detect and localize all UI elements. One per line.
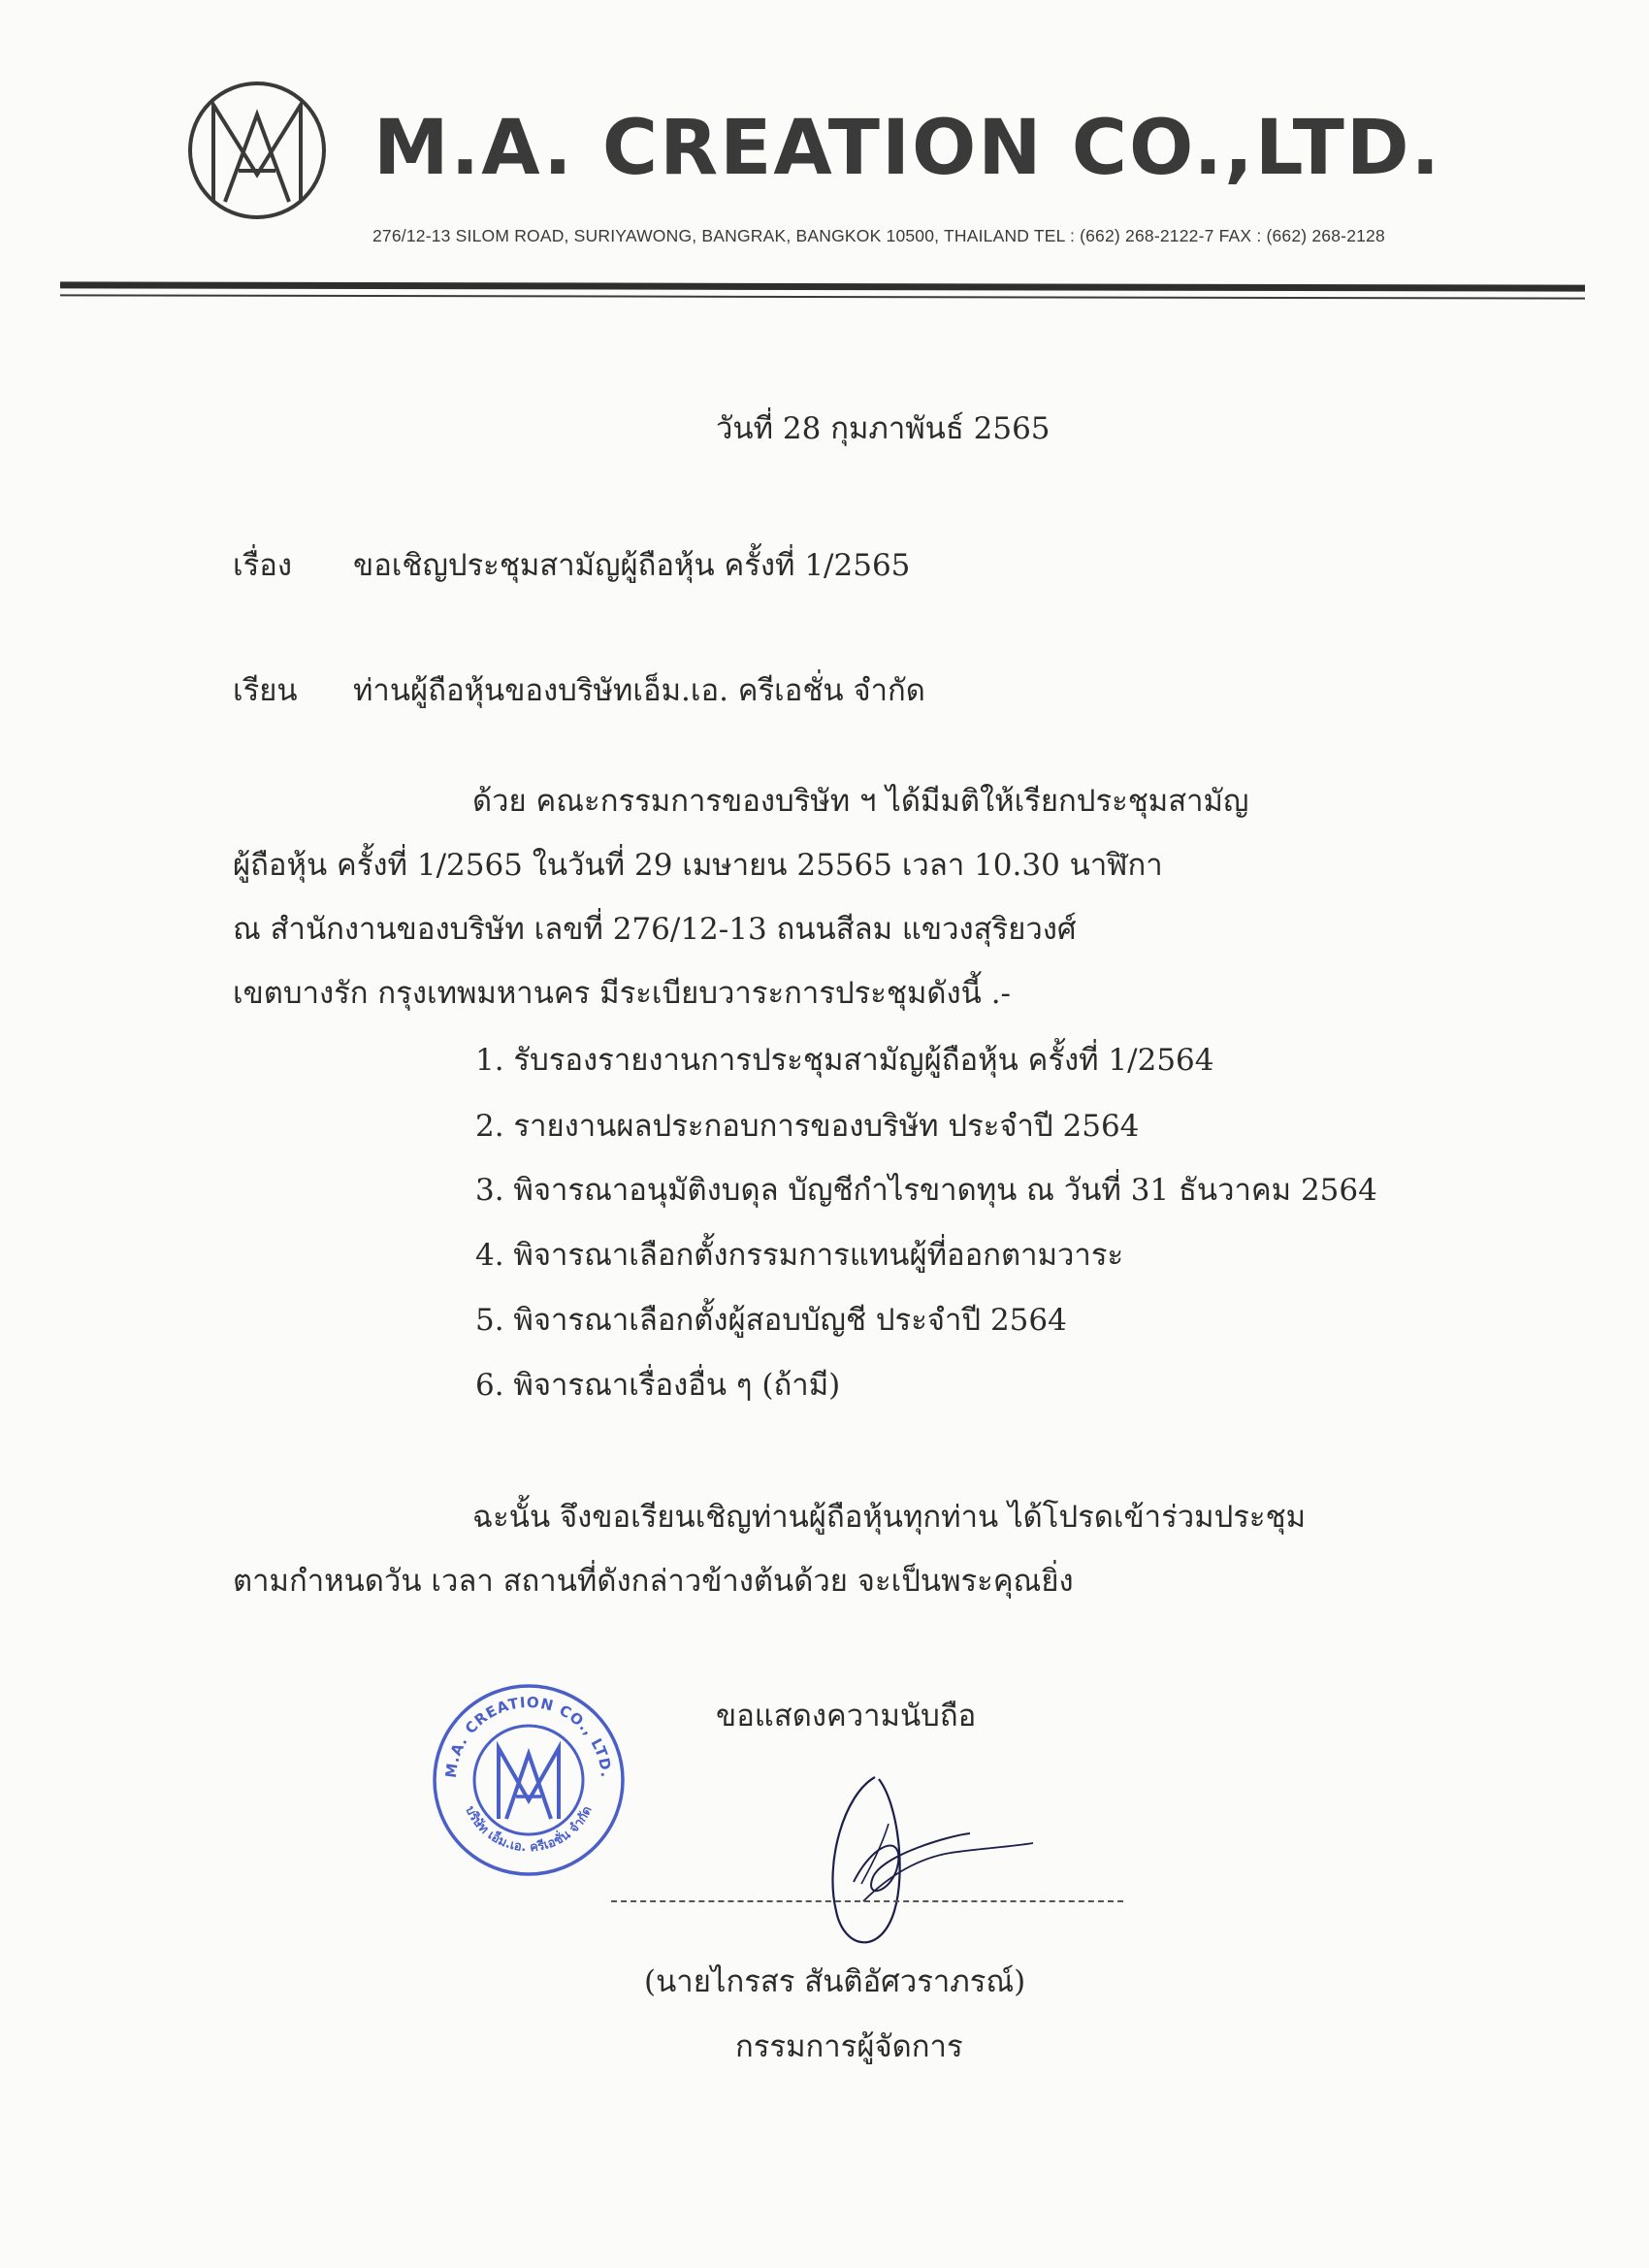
signatory-title: กรรมการผู้จัดการ — [735, 2029, 963, 2064]
agenda-item: 3. พิจารณาอนุมัติงบดุล บัญชีกำไรขาดทุน ณ วันที่ 31 ธันวาคม 2564 — [475, 1173, 1377, 1208]
stamp-bottom-text: บริษัท เอ็ม.เอ. ครีเอชั่น จำกัด — [462, 1803, 596, 1856]
agenda-item: 4. พิจารณาเลือกตั้งกรรมการแทนผู้ที่ออกตามวาระ — [475, 1238, 1124, 1273]
company-stamp — [427, 1678, 630, 1882]
recipient-label: เรียน — [233, 673, 298, 708]
body-line: ด้วย คณะกรรมการของบริษัท ฯ ได้มีมติให้เรียกประชุมสามัญ — [472, 784, 1249, 819]
agenda-item: 1. รับรองรายงานการประชุมสามัญผู้ถือหุ้น ครั้งที่ 1/2564 — [475, 1043, 1214, 1078]
signatory-name: (นายไกรสร สันติอัศวราภรณ์) — [644, 1964, 1026, 1999]
handwritten-signature — [805, 1766, 1038, 1960]
body-line: เขตบางรัก กรุงเทพมหานคร มีระเบียบวาระการประชุมดังนี้ .- — [233, 976, 1012, 1011]
stamp-top-text: M.A. CREATION CO., LTD. — [441, 1693, 616, 1779]
header-rule-thin — [60, 294, 1585, 299]
closing-line: ตามกำหนดวัน เวลา สถานที่ดังกล่าวข้างต้นด้วย จะเป็นพระคุณยิ่ง — [233, 1564, 1074, 1599]
agenda-item: 5. พิจารณาเลือกตั้งผู้สอบบัญชี ประจำปี 2564 — [475, 1303, 1067, 1338]
agenda-item: 6. พิจารณาเรื่องอื่น ๆ (ถ้ามี) — [475, 1368, 841, 1403]
ma-monogram-logo — [184, 78, 330, 223]
closing-line: ฉะนั้น จึงขอเรียนเชิญท่านผู้ถือหุ้นทุกท่าน ได้โปรดเข้าร่วมประชุม — [472, 1500, 1307, 1535]
svg-text:บริษัท เอ็ม.เอ. ครีเอชั่น จำกั — [462, 1804, 595, 1856]
date-line: วันที่ 28 กุมภาพันธ์ 2565 — [716, 411, 1051, 446]
company-name: M.A. CREATION CO.,LTD. — [373, 105, 1442, 192]
subject-text: ขอเชิญประชุมสามัญผู้ถือหุ้น ครั้งที่ 1/2565 — [353, 548, 911, 583]
agenda-item: 2. รายงานผลประกอบการของบริษัท ประจำปี 2564 — [475, 1109, 1140, 1144]
company-address: 276/12-13 SILOM ROAD, SURIYAWONG, BANGRAK, BANGKOK 10500, THAILAND TEL : (662) 268-2122-7 FAX : (662) 268-2128 — [372, 226, 1385, 245]
sign-off: ขอแสดงความนับถือ — [716, 1699, 977, 1733]
header-rule — [60, 281, 1585, 291]
recipient-text: ท่านผู้ถือหุ้นของบริษัทเอ็ม.เอ. ครีเอชั่น จำกัด — [353, 673, 925, 708]
body-line: ผู้ถือหุ้น ครั้งที่ 1/2565 ในวันที่ 29 เมษายน 25565 เวลา 10.30 นาฬิกา — [233, 848, 1163, 883]
signature-line — [611, 1900, 1123, 1902]
body-line: ณ สำนักงานของบริษัท เลขที่ 276/12-13 ถนนสีลม แขวงสุริยวงศ์ — [233, 912, 1077, 947]
subject-label: เรื่อง — [233, 548, 293, 583]
